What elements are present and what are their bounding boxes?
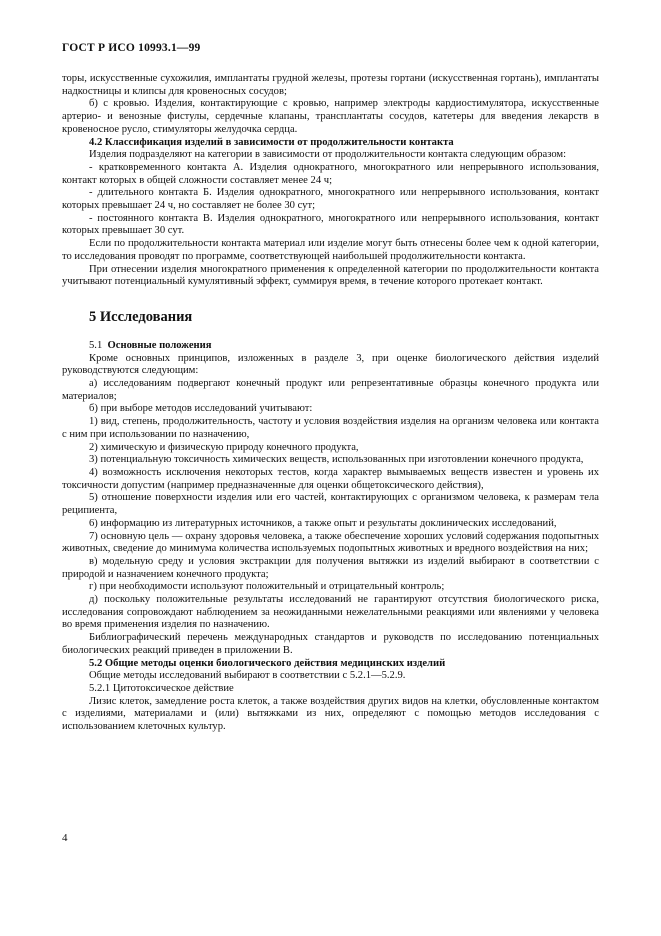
paragraph: Лизис клеток, замедление роста клеток, а также воздействия других видов на клетки, обусловленные контактом с изделиями, материалами и (или) вытяжками из них, определяют с помощью методов исследования с использованием клеточных культур. (62, 695, 599, 733)
section-title: Основные положения (107, 339, 212, 351)
list-item: 3) потенциальную токсичность химических веществ, использованных при изготовлении конечного продукта, (89, 454, 584, 466)
list-item: г) при необходимости используют положительный и отрицательный контроль; (89, 581, 445, 593)
list-item: 1) вид, степень, продолжительность, частоту и условия воздействия изделия на организм человека или контакта с ним при использовании по назначению, (62, 416, 599, 440)
paragraph: Общие методы исследований выбирают в соответствии с 5.2.1—5.2.9. (89, 670, 406, 682)
section-heading-5-2 (62, 658, 599, 671)
paragraph: б) с кровью. Изделия, контактирующие с кровью, например электроды кардиостимулятора, искусственные артерио- и венозные фистулы, сердечные клапаны, трансплантаты сосудов, катетеры для введения лекарств в кровеносное русло, стимуляторы желудочка сердца. (62, 98, 599, 135)
list-item: б) при выборе методов исследований учитывают: (89, 403, 313, 415)
paragraph: При отнесении изделия многократного применения к определенной категории по продолжительности контакта учитывают потенциальный кумулятивный эффект, суммируя время, в течение которого протекает контакт. (62, 263, 599, 288)
list-item: 5) отношение поверхности изделия или его частей, контактирующих с организмом человека, к размерам тела реципиента, (62, 492, 599, 517)
paragraph: Библиографический перечень международных стандартов и руководств по исследованию потенциальных биологических реакций приведен в приложении В. (62, 632, 599, 656)
section-number: 4.2 (89, 136, 103, 148)
section-heading-5-1 (62, 340, 599, 353)
body-text (62, 73, 599, 734)
section-number: 5.1 (89, 339, 103, 351)
list-item: 4) возможность исключения некоторых тестов, когда характер вымываемых веществ известен и уровень их токсичности допустим (например предназначенные для оценки общетоксического действия), (62, 466, 599, 491)
list-item: в) модельную среду и условия экстракции для получения вытяжки из изделий выбирают в соответствии с природой и назначением конечного продукта; (62, 555, 599, 580)
list-item: - постоянного контакта В. Изделия однократного, многократного или непрерывного использования, контакт которых превышает 30 сут. (62, 212, 599, 237)
section-title: Общие методы оценки биологического действия медицинских изделий (104, 657, 446, 669)
list-item: - длительного контакта Б. Изделия однократного, многократного или непрерывного использования, контакт которых превышает 24 ч, но составляет не более 30 сут; (62, 187, 599, 212)
section-heading-4-2 (62, 137, 599, 150)
list-item: - кратковременного контакта А. Изделия однократного, многократного или непрерывного использования, контакт которых в общей сложности составляет менее 24 ч; (62, 161, 599, 186)
paragraph: Изделия подразделяют на категории в зависимости от продолжительности контакта следующим образом: (89, 149, 567, 161)
list-item: 7) основную цель — охрану здоровья человека, а также обеспечение хороших условий содержания подопытных животных, сведение до минимума количества используемых подопытных животных и вредного воздействия на них; (62, 530, 599, 555)
section-title: Классификация изделий в зависимости от продолжительности контакта (104, 136, 454, 148)
paragraph: Если по продолжительности контакта материал или изделие могут быть отнесены более чем к одной категории, то исследования проводят по программе, соответствующей наибольшей продолжительности контакта. (62, 238, 599, 262)
page-number: 4 (62, 832, 68, 844)
list-item: 2) химическую и физическую природу конечного продукта, (89, 441, 359, 453)
section-heading-5: 5 Исследования (89, 308, 193, 325)
paragraph: торы, искусственные сухожилия, имплантаты грудной железы, протезы гортани (искусственная гортань), имплантаты надкостницы и клипсы для кровеносных сосудов; (62, 73, 599, 97)
list-item: д) поскольку положительные результаты исследований не гарантируют отсутствия биологического риска, исследования сопровождают наблюдением за неожиданными нежелательными реакциями или явлениями у человека во время применения изделия по назначению. (62, 594, 599, 631)
section-number: 5.2 (89, 657, 103, 669)
paragraph: Кроме основных принципов, изложенных в разделе 3, при оценке биологического действия изделий руководствуются следующим: (62, 352, 599, 377)
page-header: ГОСТ Р ИСО 10993.1—99 (62, 42, 201, 54)
subsection-heading-5-2-1: 5.2.1 Цитотоксическое действие (89, 682, 234, 694)
list-item: 6) информацию из литературных источников, а также опыт и результаты доклинических исследований, (89, 517, 557, 529)
list-item: а) исследованиям подвергают конечный продукт или репрезентативные образцы конечного продукта или материалов; (62, 378, 599, 402)
